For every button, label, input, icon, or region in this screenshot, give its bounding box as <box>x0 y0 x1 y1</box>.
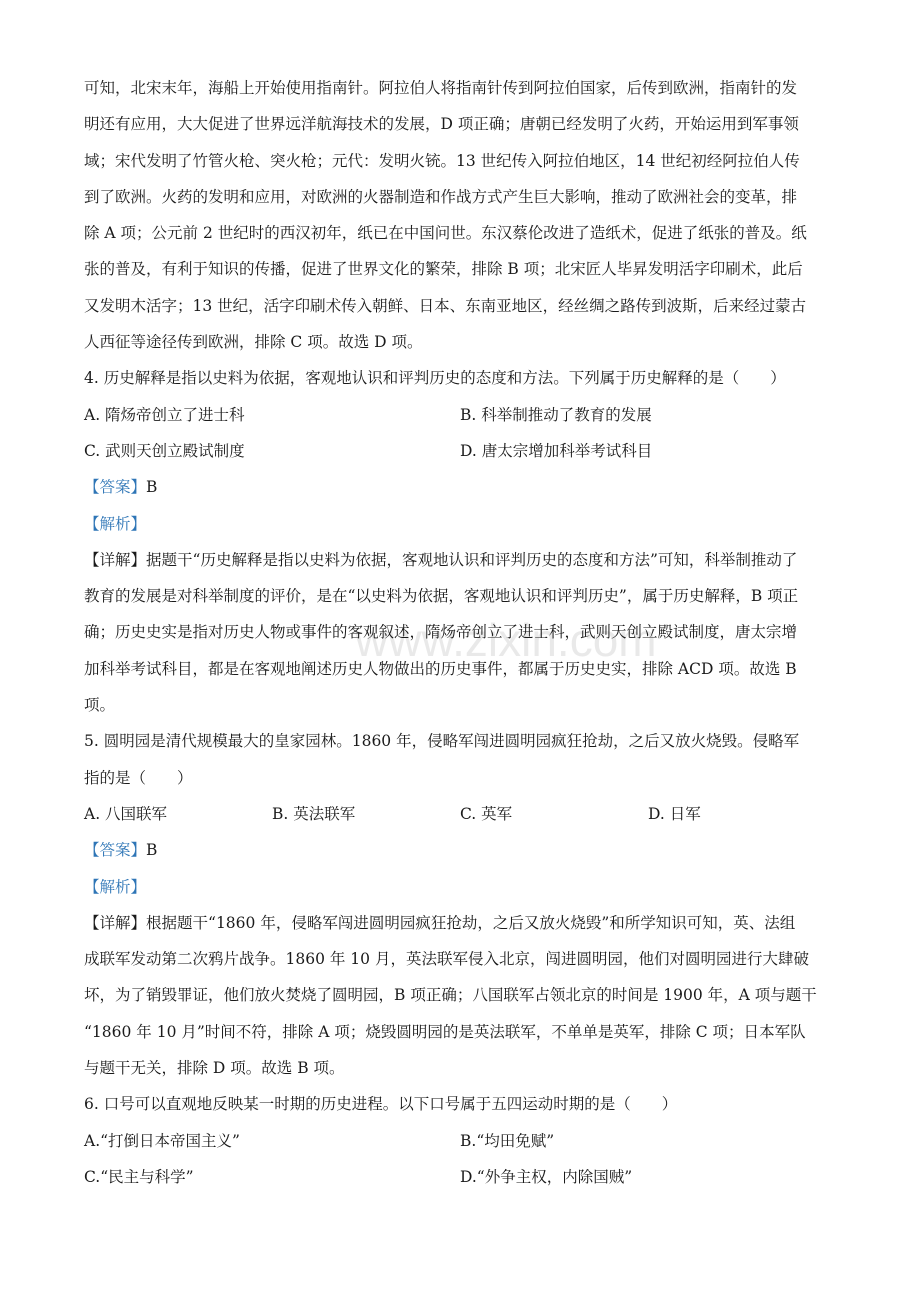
option-a: A. 隋炀帝创立了进士科 <box>84 405 245 424</box>
answer-value: B <box>146 841 158 860</box>
text-line: 确；历史史实是指对历史人物或事件的客观叙述，隋炀帝创立了进士科，武则天创立殿试制度，唐太宗增 <box>84 623 798 642</box>
options <box>84 397 836 470</box>
option-a: A. 八国联军 <box>84 804 168 823</box>
options <box>84 796 836 832</box>
answer-line <box>84 469 836 505</box>
text-line: 到了欧洲。火药的发明和应用，对欧洲的火器制造和作战方式产生巨大影响，推动了欧洲社会的变革，排 <box>84 187 798 206</box>
q3-explanation-continued <box>84 70 836 360</box>
question-4 <box>84 360 836 723</box>
detail-tag: 【详解】 <box>84 913 147 932</box>
text-line: 加科举考试科目，都是在客观地阐述历史人物做出的历史事件，都属于历史史实，排除 ACD 项。故选 B <box>84 659 797 678</box>
question-6 <box>84 1086 836 1195</box>
question-5 <box>84 723 836 1086</box>
text-line: 又发明木活字；13 世纪，活字印刷术传入朝鲜、日本、东南亚地区，经丝绸之路传到波斯，后来经过蒙古 <box>84 296 807 315</box>
text-line: 教育的发展是对科举制度的评价，是在“以史料为依据，客观地认识和评判历史”，属于历史解释，B 项正 <box>84 587 799 606</box>
text-line: 张的普及，有利于知识的传播，促进了世界文化的繁荣，排除 B 项；北宋匠人毕昇发明活字印刷术，此后 <box>84 260 803 279</box>
text-line: 【详解】根据题干“1860 年，侵略军闯进圆明园疯狂抢劫，之后又放火烧毁”和所学知识可知，英、法组 <box>84 913 796 932</box>
watermark-text: www.zixin.com <box>355 614 655 666</box>
document-page <box>84 70 836 1195</box>
answer-tag: 【答案】 <box>84 478 147 497</box>
option-d: D. 日军 <box>648 804 701 823</box>
option-c: C. 武则天创立殿试制度 <box>84 441 245 460</box>
analysis-tag: 【解析】 <box>84 877 147 896</box>
option-d: D.“外争主权，内除国贼” <box>460 1167 633 1186</box>
text-line: 与题干无关，排除 D 项。故选 B 项。 <box>84 1059 345 1078</box>
option-b: B. 科举制推动了教育的发展 <box>460 405 652 424</box>
text-line: 除 A 项；公元前 2 世纪时的西汉初年，纸已在中国问世。东汉蔡伦改进了造纸术，促进了纸张的普及。纸 <box>84 224 807 243</box>
option-c: C. 英军 <box>460 804 513 823</box>
text-line: 可知，北宋末年，海船上开始使用指南针。阿拉伯人将指南针传到阿拉伯国家，后传到欧洲，指南针的发 <box>84 79 798 97</box>
detail-explanation <box>84 542 836 723</box>
answer-value: B <box>146 478 158 497</box>
text-line: 【详解】据题干“历史解释是指以史料为依据，客观地认识和评判历史的态度和方法”可知，科举制推动了 <box>84 550 798 569</box>
question-stem: 6. 口号可以直观地反映某一时期的历史进程。以下口号属于五四运动时期的是（ ） <box>84 1095 678 1114</box>
option-c: C.“民主与科学” <box>84 1167 194 1186</box>
text-line: 项。 <box>84 696 116 715</box>
option-d: D. 唐太宗增加科举考试科目 <box>460 441 653 460</box>
option-b: B. 英法联军 <box>272 804 356 823</box>
text-line: 成联军发动第二次鸦片战争。1860 年 10 月，英法联军侵入北京，闯进圆明园，他们对圆明园进行大肆破 <box>84 950 809 969</box>
answer-tag: 【答案】 <box>84 841 147 860</box>
option-b: B.“均田免赋” <box>460 1131 555 1150</box>
options <box>84 1123 836 1196</box>
answer-line <box>84 832 836 868</box>
option-a: A.“打倒日本帝国主义” <box>84 1131 240 1150</box>
detail-tag: 【详解】 <box>84 550 147 569</box>
question-stem: 指的是（ ） <box>84 768 193 787</box>
text-line: 域；宋代发明了竹管火枪、突火枪；元代：发明火铳。13 世纪传入阿拉伯地区，14 世纪初经阿拉伯人传 <box>84 151 800 170</box>
text-line: 坏，为了销毁罪证，他们放火焚烧了圆明园，B 项正确；八国联军占领北京的时间是 1900 年，A 项与题干 <box>84 986 817 1005</box>
analysis-tag: 【解析】 <box>84 514 147 533</box>
question-stem: 5. 圆明园是清代规模最大的皇家园林。1860 年，侵略军闯进圆明园疯狂抢劫，之后又放火烧毁。侵略军 <box>84 732 800 751</box>
text-line: “1860 年 10 月”时间不符，排除 A 项；烧毁圆明园的是英法联军，不单单是英军，排除 C 项；日本军队 <box>84 1022 806 1041</box>
text-line: 人西征等途径传到欧洲，排除 C 项。故选 D 项。 <box>84 333 423 352</box>
detail-explanation <box>84 905 836 1086</box>
question-stem: 4. 历史解释是指以史料为依据，客观地认识和评判历史的态度和方法。下列属于历史解释的是（ ） <box>84 369 786 388</box>
text-line: 明还有应用，大大促进了世界远洋航海技术的发展，D 项正确；唐朝已经发明了火药，开始运用到军事领 <box>84 115 799 134</box>
